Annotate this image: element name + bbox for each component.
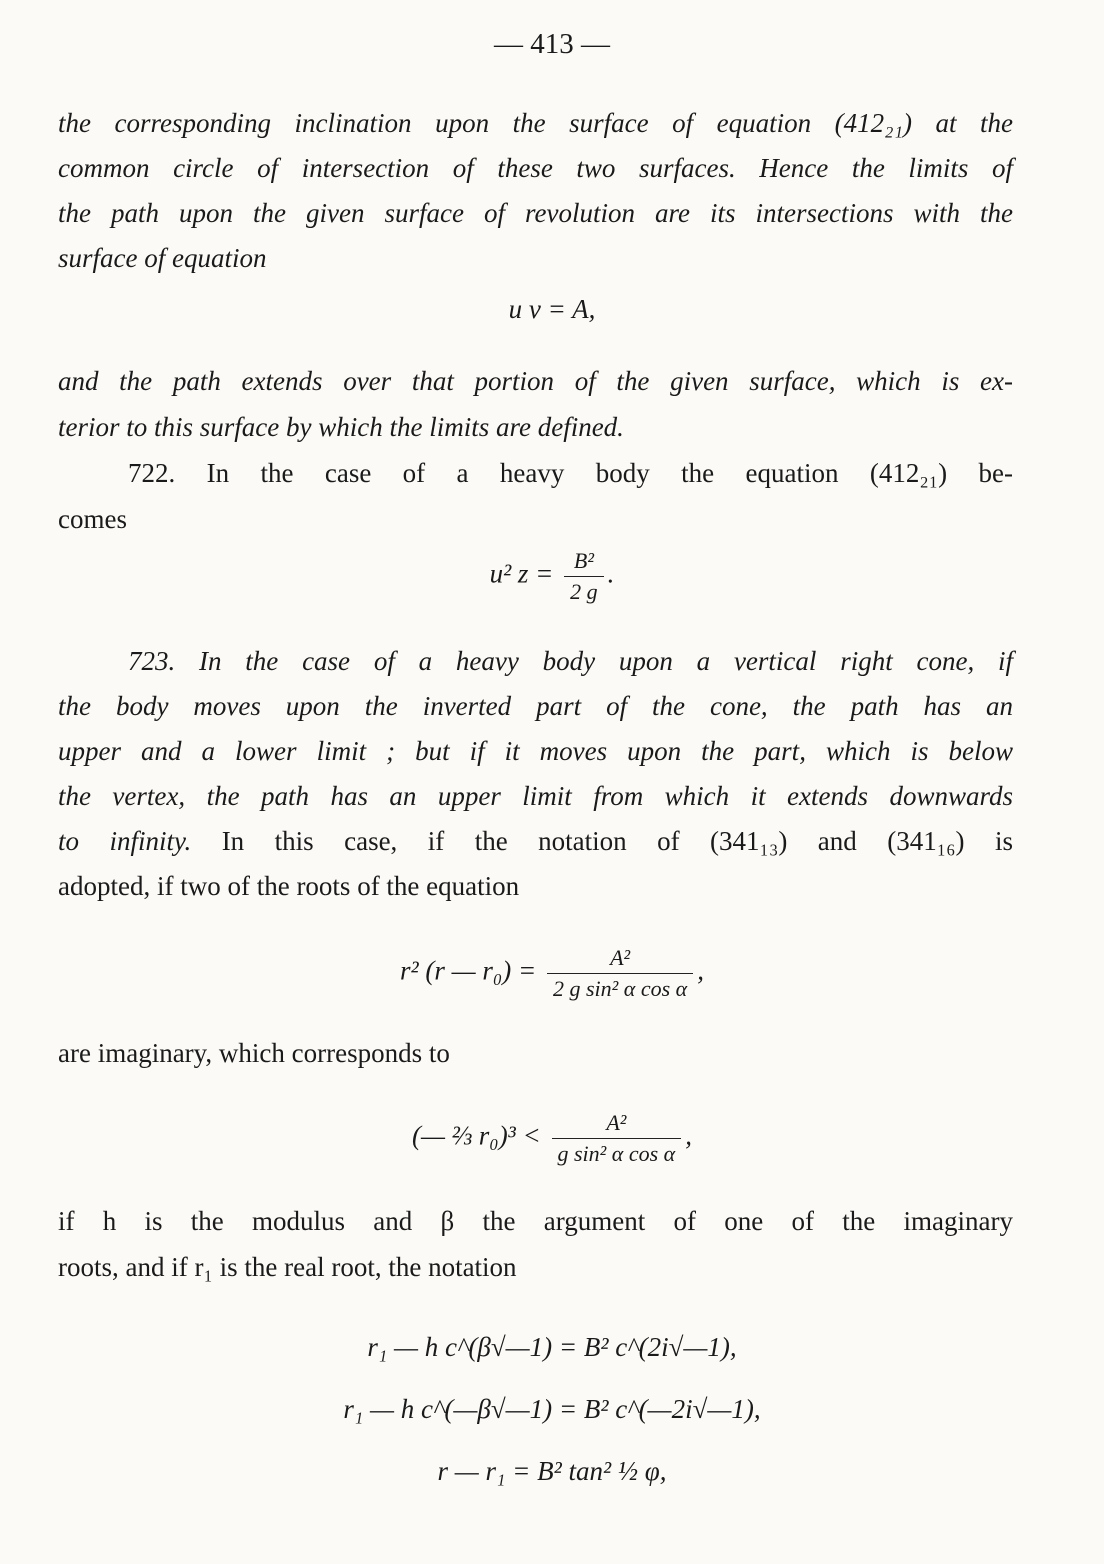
equation-heavy-body [0, 548, 1104, 605]
numerator: B² [573, 548, 594, 573]
eq-tail: , [685, 1120, 692, 1151]
fraction [564, 548, 604, 605]
text-line: common circle of intersection of these two surfaces. Hence the limits of [58, 153, 1013, 183]
eq-lhs: u² z = [489, 558, 554, 589]
text-line: roots, and if r₁ is the real root, the notation [58, 1252, 517, 1282]
text-line: if h is the modulus and β the argument of one of the imaginary [58, 1206, 1013, 1236]
text-line: upper and a lower limit ; but if it moves upon the part, which is below [58, 736, 1013, 766]
denominator: 2 g sin² α cos α [547, 973, 693, 1002]
denominator: g sin² α cos α [552, 1138, 682, 1167]
text-line [58, 826, 1013, 857]
text-line: 722. In the case of a heavy body the equation (412₂₁) be- [128, 458, 1013, 488]
text-line: the vertex, the path has an upper limit from which it extends downwards [58, 781, 1013, 811]
text-italic: to infinity. [58, 826, 192, 856]
equation-uv: u v = A, [508, 294, 596, 324]
fraction [547, 945, 693, 1002]
text-line: comes [58, 504, 127, 534]
text-line: and the path extends over that portion of the given surface, which is ex- [58, 366, 1013, 396]
equation-inequality [0, 1110, 1104, 1167]
text-line: the body moves upon the inverted part of the cone, the path has an [58, 691, 1013, 721]
text-line: adopted, if two of the roots of the equation [58, 871, 520, 901]
equation-notation-2: r₁ — h c^(—β√—1) = B² c^(—2i√—1), [343, 1394, 761, 1424]
text-line: 723. In the case of a heavy body upon a vertical right cone, if [128, 646, 1013, 676]
fraction [552, 1110, 682, 1167]
page-number: — 413 — [494, 28, 610, 60]
text-line: terior to this surface by which the limits are defined. [58, 412, 624, 442]
eq-lhs: r² (r — r₀) = [400, 955, 537, 986]
equation-notation-1: r₁ — h c^(β√—1) = B² c^(2i√—1), [367, 1332, 737, 1362]
text-line: surface of equation [58, 243, 267, 273]
text-line: are imaginary, which corresponds to [58, 1038, 450, 1068]
eq-lhs: (— ⅔ r₀)³ < [412, 1120, 541, 1151]
text-line: the path upon the given surface of revolution are its intersections with the [58, 198, 1013, 228]
eq-tail: , [697, 955, 704, 986]
text-roman: In this case, if the notation of (341₁₃) and (341₁₆) is [221, 826, 1014, 856]
numerator: A² [610, 945, 631, 970]
text-line: the corresponding inclination upon the surface of equation (412₂₁) at the [58, 108, 1013, 138]
equation-cone [0, 945, 1104, 1002]
numerator: A² [606, 1110, 627, 1135]
equation-notation-3: r — r₁ = B² tan² ½ φ, [437, 1456, 667, 1486]
denominator: 2 g [564, 576, 604, 605]
eq-tail: . [607, 558, 615, 589]
